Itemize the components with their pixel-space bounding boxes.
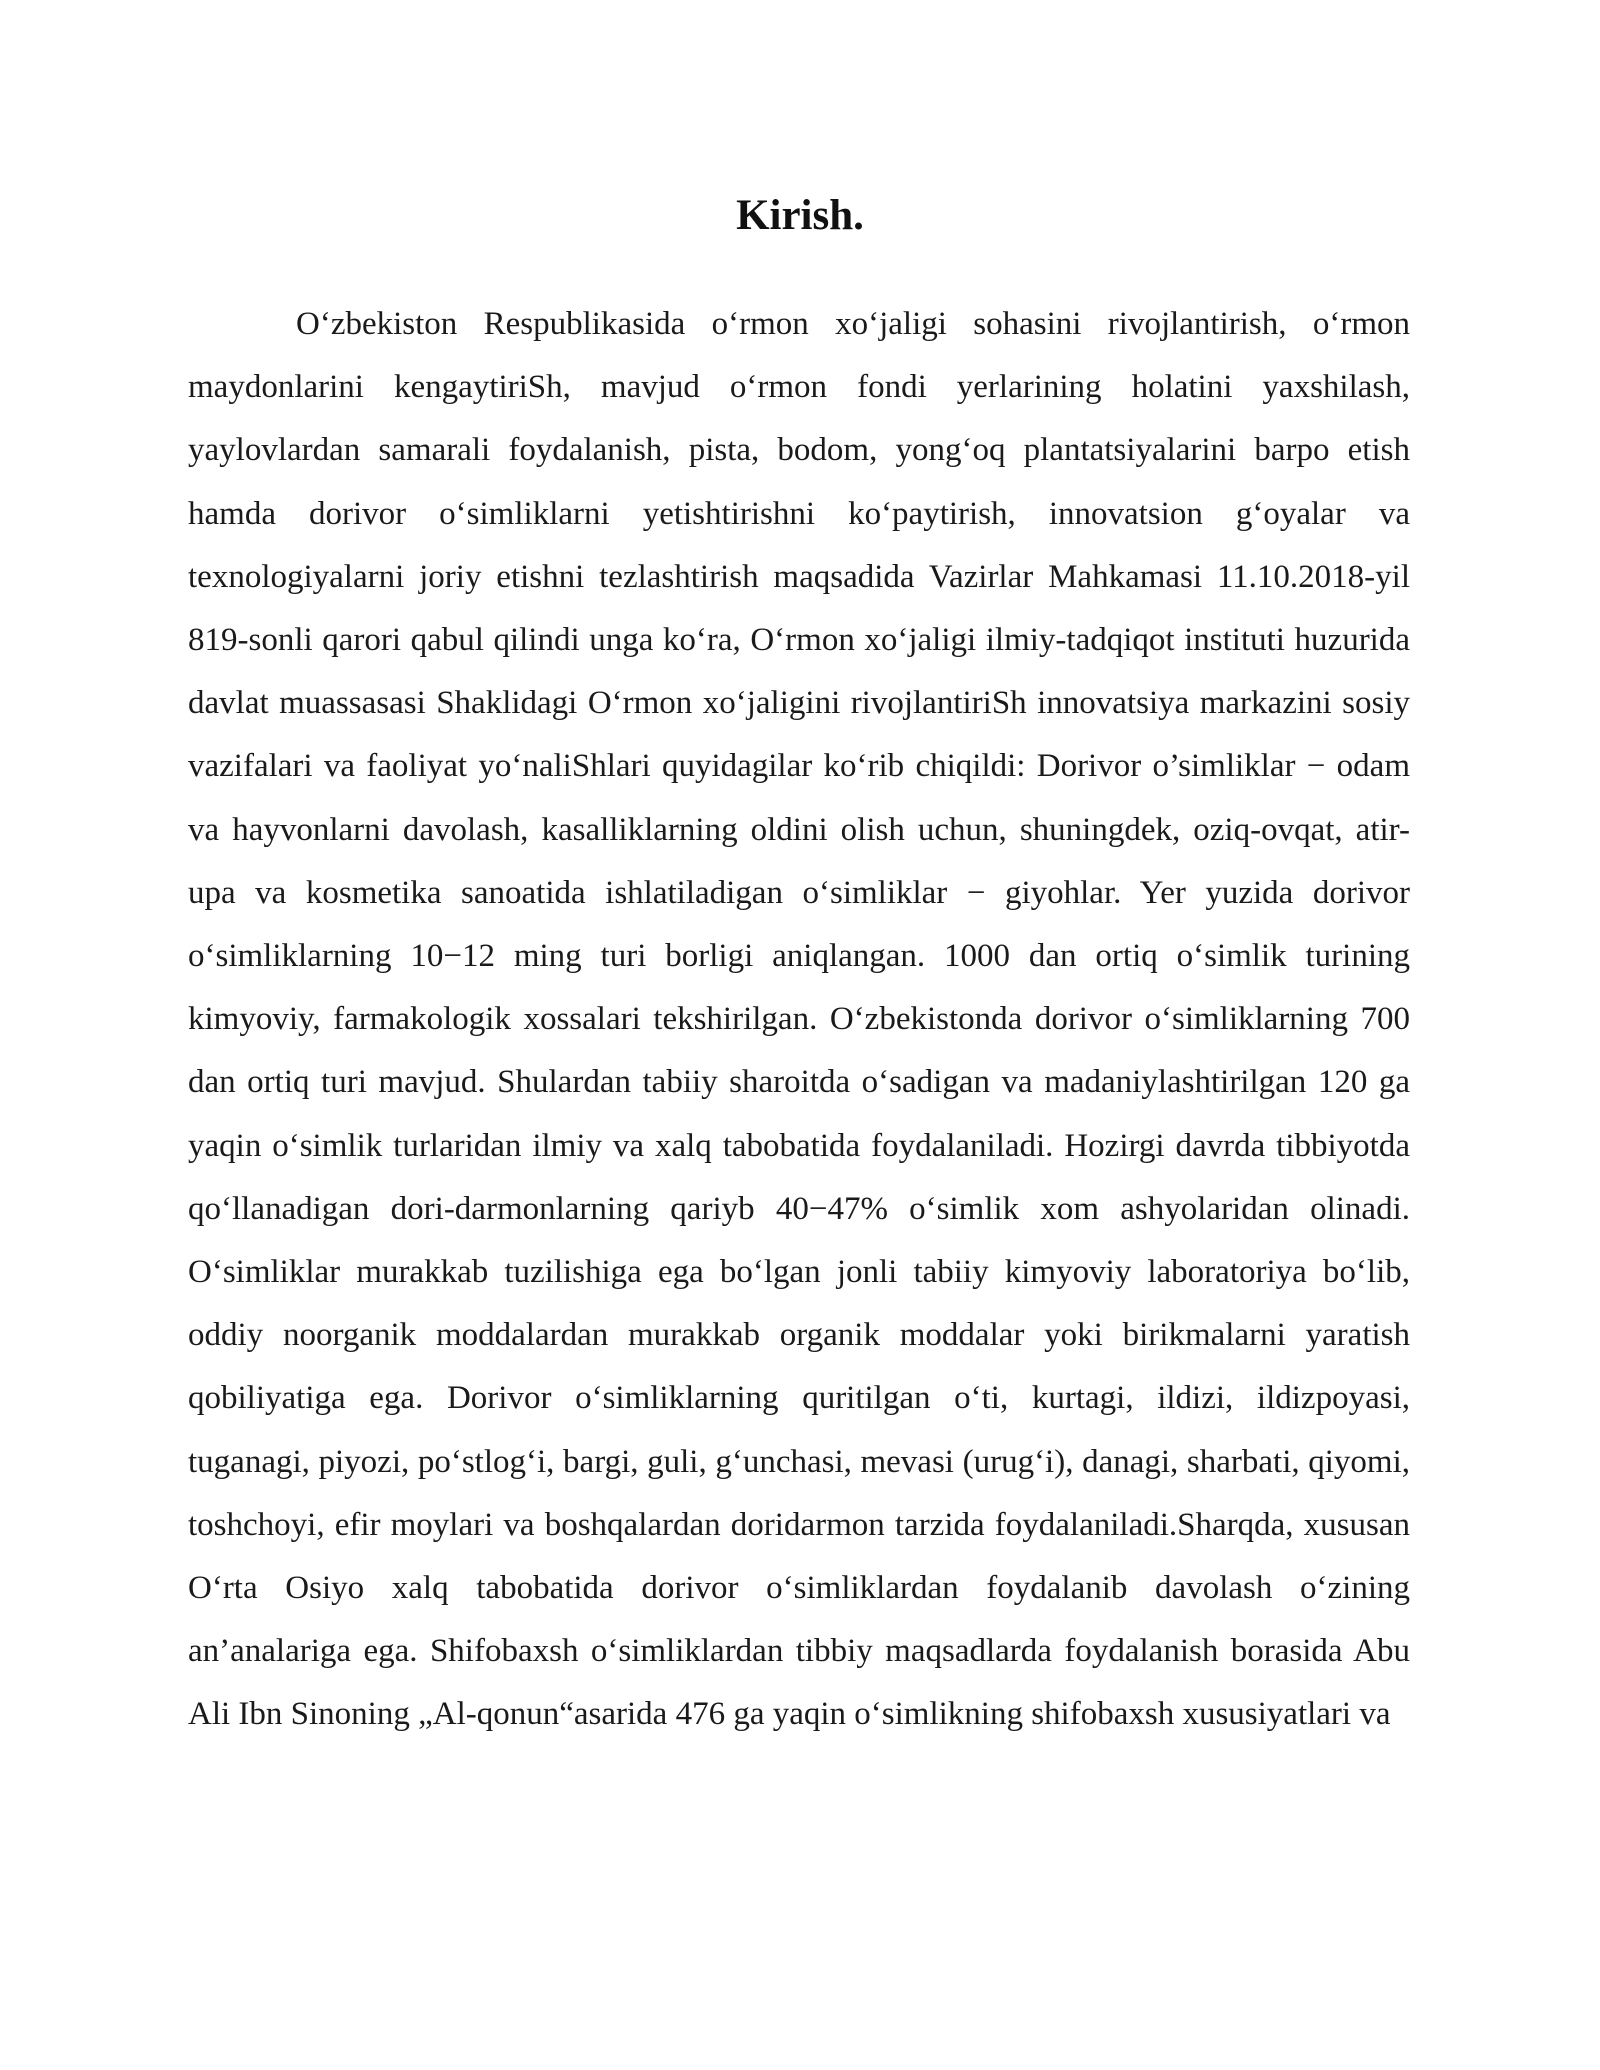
body-paragraph: O‘zbekiston Respublikasida o‘rmon xo‘jaligi sohasini rivojlantirish, o‘rmon maydonlarini kengaytiriSh, mavjud o‘rmon fondi yerlarining holatini yaxshilash, yaylovlardan samarali foydalanish, pista, bodom, yong‘oq plantatsiyalarini barpo etish hamda dorivor o‘simliklarni yetishtirishni ko‘paytirish, innovatsion g‘oyalar va texnologiyalarni joriy etishni tezlashtirish maqsadida Vazirlar Mahkamasi 11.10.2018-yil 819-sonli qarori qabul qilindi unga ko‘ra, O‘rmon xo‘jaligi ilmiy-tadqiqot instituti huzurida davlat muassasasi Shaklidagi O‘rmon xo‘jaligini rivojlantiriSh innovatsiya markazini sosiy vazifalari va faoliyat yo‘naliShlari quyidagilar ko‘rib chiqildi: Dorivor o’simliklar − odam va hayvonlarni davolash, kasalliklarning oldini olish uchun, shuningdek, oziq-ovqat, atir-upa va kosmetika sanoatida ishlatiladigan o‘simliklar − giyohlar. Yer yuzida dorivor o‘simliklarning 10−12 ming turi borligi aniqlangan. 1000 dan ortiq o‘simlik turining kimyoviy, farmakologik xossalari tekshirilgan. O‘zbekistonda dorivor o‘simliklarning 700 dan ortiq turi mavjud. Shulardan tabiiy sharoitda o‘sadigan va madaniylashtirilgan 120 ga yaqin o‘simlik turlaridan ilmiy va xalq tabobatida foydalaniladi. Hozirgi davrda tibbiyotda qo‘llanadigan dori-darmonlarning qariyb 40−47% o‘simlik xom ashyolaridan olinadi. O‘simliklar murakkab tuzilishiga ega bo‘lgan jonli tabiiy kimyoviy laboratoriya bo‘lib, oddiy noorganik moddalardan murakkab organik moddalar yoki birikmalarni yaratish qobiliyatiga ega. Dorivor o‘simliklarning quritilgan o‘ti, kurtagi, ildizi, ildizpoyasi, tuganagi, piyozi, po‘stlog‘i, bargi, guli, g‘unchasi, mevasi (urug‘i), danagi, sharbati, qiyomi, toshchoyi, efir moylari va boshqalardan doridarmon tarzida foydalaniladi.Sharqda, xususan O‘rta Osiyo xalq tabobatida dorivor o‘simliklardan foydalanib davolash o‘zining an’analariga ega. Shifobaxsh o‘simliklardan tibbiy maqsadlarda foydalanish borasida Abu Ali Ibn Sinoning „Al-qonun“asarida 476 ga yaqin o‘simlikning shifobaxsh xususiyatlari va [188,306,1410,1733]
page-title: Kirish. [736,192,864,239]
